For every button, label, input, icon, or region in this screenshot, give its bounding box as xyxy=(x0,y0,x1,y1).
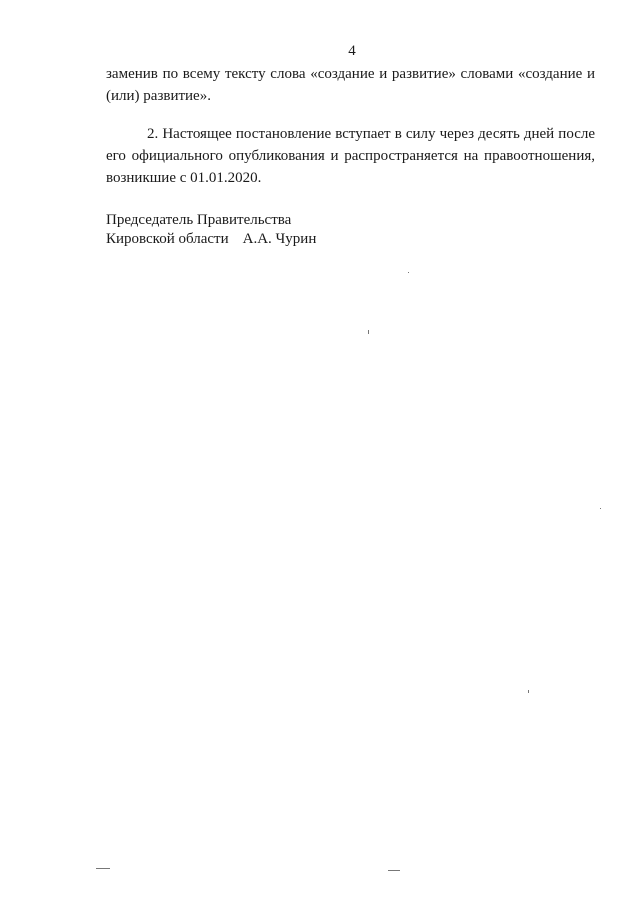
scan-speck xyxy=(528,690,529,693)
signature-block xyxy=(106,211,316,249)
signatory-region-line xyxy=(106,230,316,249)
page-number: 4 xyxy=(348,43,356,59)
signatory-title: Председатель Правительства xyxy=(106,212,292,228)
scan-speck xyxy=(96,868,110,869)
scan-speck xyxy=(408,272,409,273)
scan-speck xyxy=(388,870,400,871)
paragraph-effective-date: 2. Настоящее постановление вступает в силу через десять дней после его официального опубликования и распространяется на правоотношения, возникшие с 01.01.2020. xyxy=(106,126,595,186)
paragraph-amendment: заменив по всему тексту слова «создание и развитие» словами «создание и (или) развитие». xyxy=(106,66,595,104)
scan-speck xyxy=(600,508,601,509)
signatory-name: А.А. Чурин xyxy=(242,231,317,247)
document-body xyxy=(106,63,595,189)
signatory-region: Кировской области xyxy=(106,231,229,247)
scan-speck xyxy=(368,330,369,334)
